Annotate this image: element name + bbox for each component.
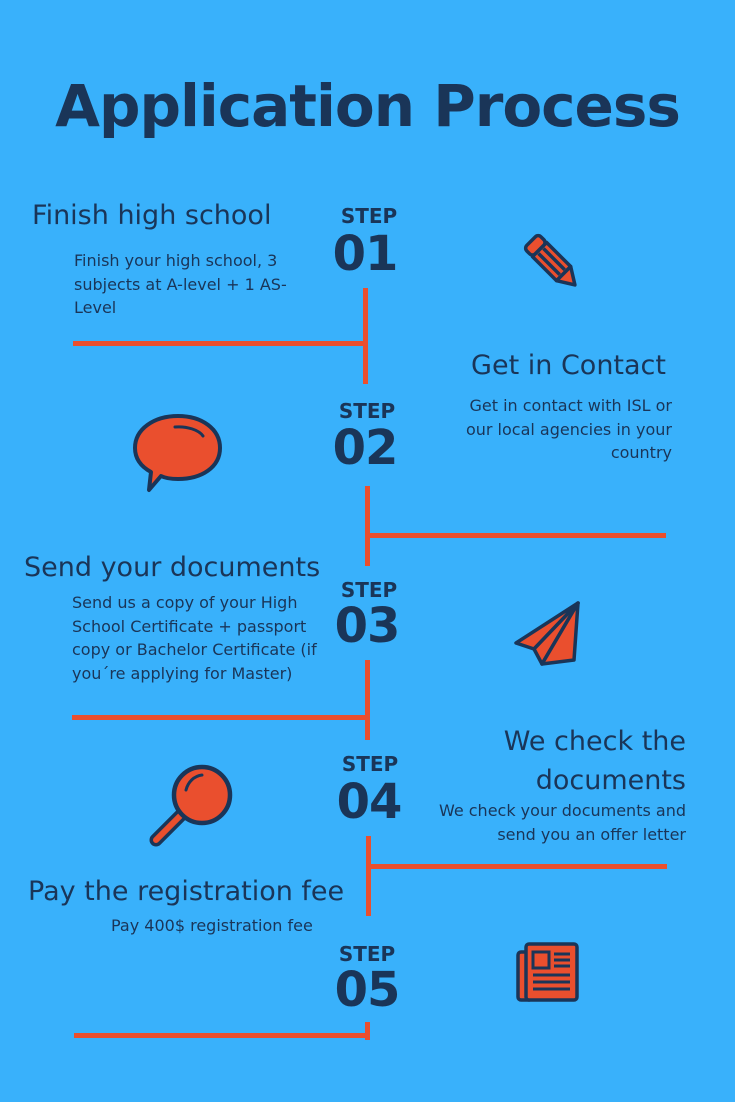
timeline-connector xyxy=(363,288,368,384)
step-4-label: STEP xyxy=(341,752,399,776)
step-2-heading: Get in Contact xyxy=(471,350,666,381)
step-1-number: 01 xyxy=(332,226,398,282)
step-2-description: Get in contact with ISL or our local agencies in your country xyxy=(465,396,672,462)
step-5-label: STEP xyxy=(338,942,396,966)
step-3-label: STEP xyxy=(340,578,398,602)
step-3-number: 03 xyxy=(334,598,400,654)
step-2-label: STEP xyxy=(338,399,396,423)
magnifier-icon xyxy=(146,760,238,850)
step-3-heading: Send your documents xyxy=(24,552,321,583)
step-5-number: 05 xyxy=(334,962,400,1018)
step-4-description: We check your documents and send you an offer letter xyxy=(438,801,686,844)
newspaper-icon xyxy=(515,940,581,1004)
step-4-heading: We check the documents xyxy=(503,726,686,796)
pencil-icon xyxy=(518,228,588,298)
timeline-connector xyxy=(366,836,371,916)
step-1-label: STEP xyxy=(340,204,398,228)
timeline-connector xyxy=(74,1033,370,1038)
step-5-heading: Pay the registration fee xyxy=(28,876,345,907)
timeline-connector xyxy=(365,486,370,566)
step-1-description: Finish your high school, 3 subjects at A-level + 1 AS-Level xyxy=(74,251,287,317)
timeline-connector xyxy=(365,533,666,538)
timeline-connector xyxy=(366,864,667,869)
timeline-connector xyxy=(365,660,370,740)
page-title: Application Process xyxy=(55,72,680,140)
step-3-description: Send us a copy of your High School Certificate + passport copy or Bachelor Certificate (if you´re applying for Master) xyxy=(72,593,317,683)
step-4-number: 04 xyxy=(336,774,402,830)
step-5-description: Pay 400$ registration fee xyxy=(111,916,313,935)
timeline-connector xyxy=(72,715,368,720)
timeline-connector xyxy=(73,341,365,346)
paper-plane-icon xyxy=(512,600,584,670)
step-2-number: 02 xyxy=(332,420,398,476)
speech-bubble-icon xyxy=(131,412,225,494)
step-1-heading: Finish high school xyxy=(32,200,272,231)
